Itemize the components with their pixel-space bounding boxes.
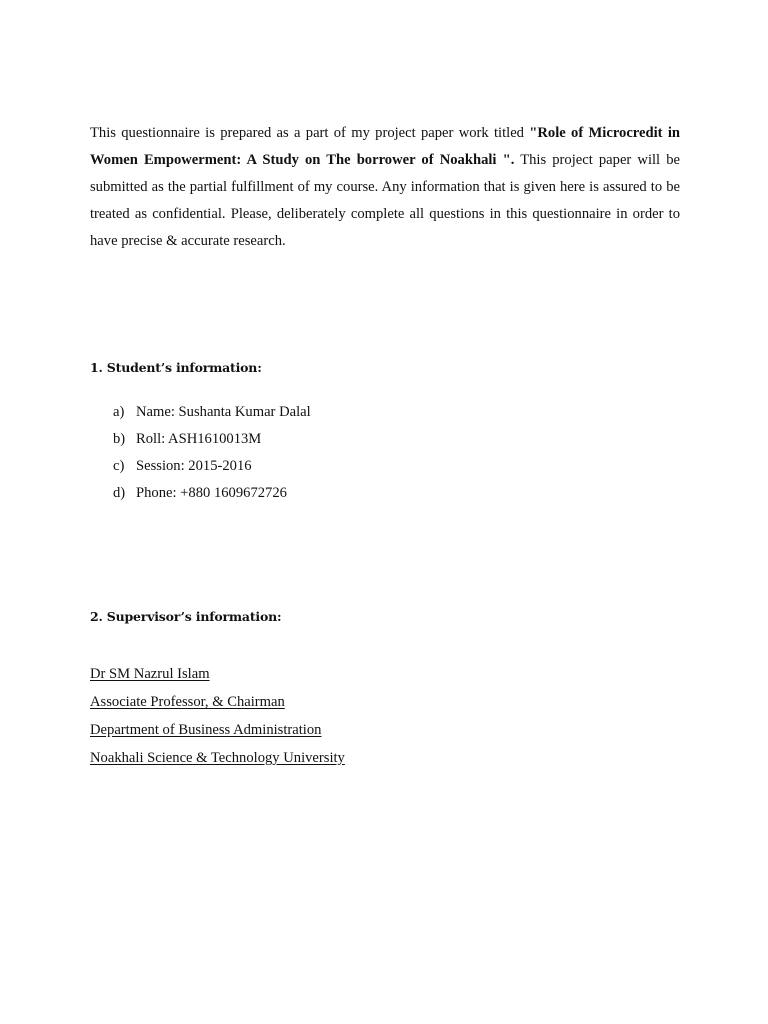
list-marker: c) bbox=[113, 458, 125, 474]
supervisor-info-block bbox=[90, 660, 345, 772]
student-name: Name: Sushanta Kumar Dalal bbox=[136, 404, 311, 420]
supervisor-name: Dr SM Nazrul Islam bbox=[90, 666, 210, 682]
list-item bbox=[90, 426, 311, 453]
student-info-list bbox=[90, 399, 311, 507]
student-roll: Roll: ASH1610013M bbox=[136, 431, 262, 447]
intro-text-after: This project paper will be submitted as the partial fulfillment of my course. Any information that is given here is assured to be treated as confidential. Please, deliberately complete all questions in this questionnaire in order to have precise & accurate research. bbox=[90, 152, 680, 249]
list-marker: b) bbox=[113, 431, 126, 447]
list-marker: d) bbox=[113, 485, 126, 501]
supervisor-university: Noakhali Science & Technology University bbox=[90, 750, 345, 766]
student-phone: Phone: +880 1609672726 bbox=[136, 485, 287, 501]
list-item bbox=[90, 453, 311, 480]
student-info-heading: 1. Student’s information: bbox=[90, 360, 262, 375]
supervisor-designation: Associate Professor, & Chairman bbox=[90, 694, 285, 710]
intro-paragraph bbox=[90, 120, 680, 255]
list-item bbox=[90, 399, 311, 426]
supervisor-info-heading: 2. Supervisor’s information: bbox=[90, 609, 282, 624]
list-marker: a) bbox=[113, 404, 125, 420]
project-title: "Role of Microcredit in Women Empowerment: A Study on The borrower of Noakhali ". bbox=[90, 125, 680, 168]
supervisor-department: Department of Business Administration bbox=[90, 722, 322, 738]
student-session: Session: 2015-2016 bbox=[136, 458, 252, 474]
intro-text-before: This questionnaire is prepared as a part of my project paper work titled bbox=[90, 125, 530, 141]
list-item bbox=[90, 480, 311, 507]
